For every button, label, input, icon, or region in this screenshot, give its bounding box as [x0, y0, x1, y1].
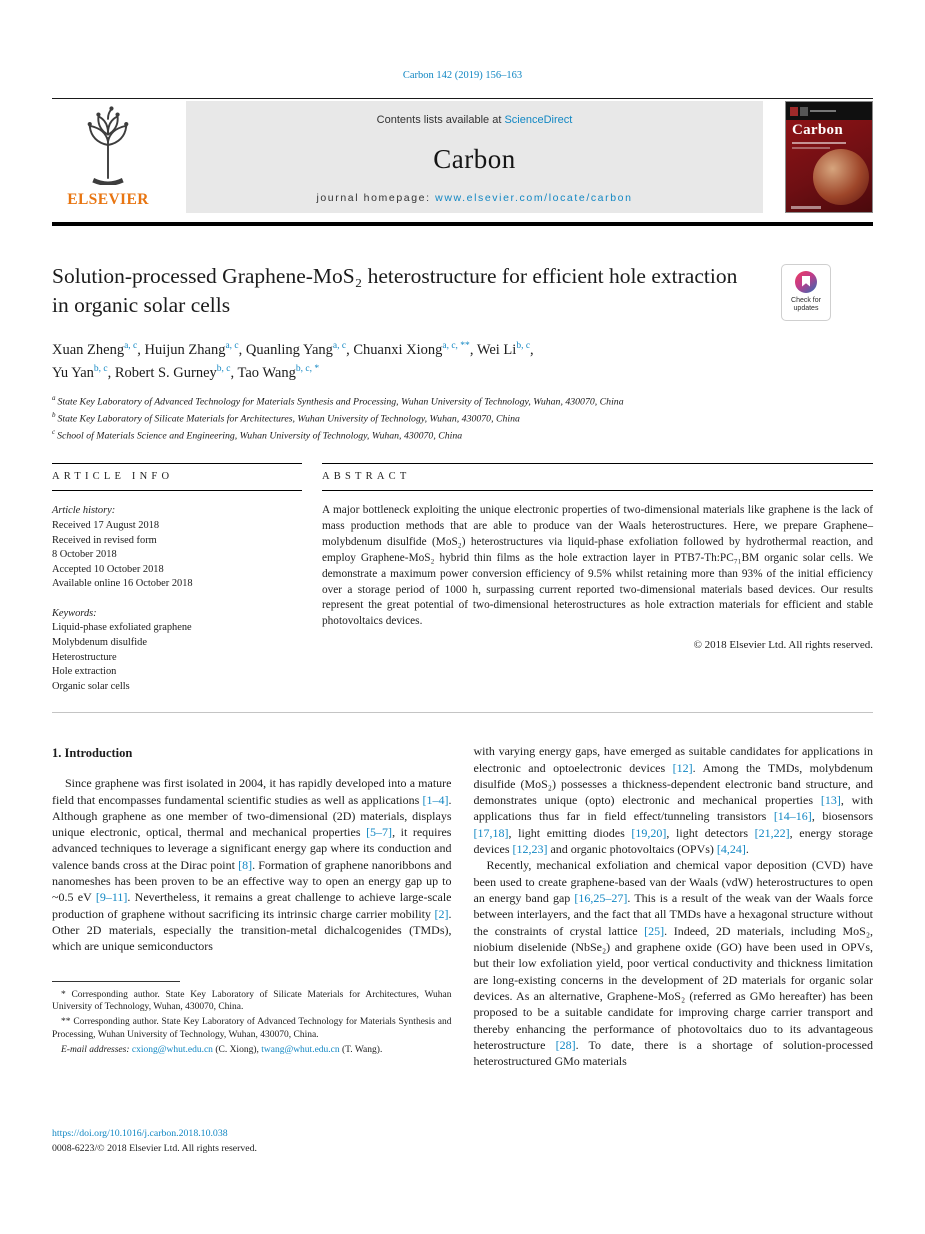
- citation-link[interactable]: [8]: [238, 857, 253, 872]
- author-separator: ,: [346, 341, 354, 358]
- author-affiliation-sup[interactable]: b, c: [216, 363, 231, 374]
- journal-name: Carbon: [433, 143, 516, 174]
- affiliation-text: State Key Laboratory of Advanced Technology for Materials Synthesis and Processing, Wuhan University of Technology, Wuhan, 430070, China: [57, 395, 624, 407]
- homepage-link[interactable]: www.elsevier.com/locate/carbon: [435, 192, 633, 204]
- author-affiliation-sup[interactable]: a, c, **: [442, 340, 470, 351]
- journal-reference: [52, 0, 873, 81]
- intro-paragraph: Since graphene was first isolated in 2004, it has rapidly developed into a mature field that encompasses fundamental scientific studies as well as applications [1–4]. Although graphene as one member of two-dimensional (2D) materials, displays unique electronic, optical, thermal and mechanical properties [5–7], it requires advanced techniques to leverage a significant energy gap where its conduction and valence bands cross at the Dirac point [8]. Formation of graphene nanoribbons and nanomeshes has been proven to be an effective way to open an energy gap up to ~0.5 eV [9–11]. Nevertheless, it remains a great challenge to achieve large-scale production of graphene without sacrificing its intrinsic charge carrier mobility [2]. Other 2D materials, especially the transition-metal dichalcogenides (TMDs), which are unique semiconductors: [52, 776, 452, 954]
- journal-header-banner: [52, 101, 873, 213]
- author-affiliation-sup[interactable]: a, c: [225, 340, 239, 351]
- citation-link[interactable]: [2]: [434, 906, 449, 921]
- abstract-heading: ABSTRACT: [322, 463, 873, 491]
- citation-link[interactable]: [5–7]: [366, 825, 393, 840]
- keywords-block: [52, 607, 302, 694]
- copyright-issn-line: 0008-6223/© 2018 Elsevier Ltd. All rights reserved.: [52, 1143, 257, 1154]
- affiliation-marker: a: [52, 393, 56, 402]
- body-column-right: [474, 743, 874, 1069]
- keyword: Heterostructure: [52, 651, 117, 663]
- sciencedirect-link[interactable]: ScienceDirect: [504, 114, 573, 126]
- author-name: Xuan Zheng: [52, 341, 125, 358]
- author-name: Huijun Zhang: [144, 341, 226, 358]
- cover-subtitle-bar: [792, 142, 846, 144]
- history-line: Received in revised form: [52, 534, 157, 546]
- email-link-1[interactable]: cxiong@whut.edu.cn: [131, 1045, 213, 1056]
- citation-link[interactable]: [14–16]: [773, 809, 812, 824]
- affiliation-marker: b: [52, 410, 56, 419]
- cover-masthead-band: [786, 102, 872, 120]
- affiliation-row: [52, 427, 873, 444]
- author-name: Quanling Yang: [245, 341, 333, 358]
- keyword: Organic solar cells: [52, 680, 130, 692]
- cover-journal-title: Carbon: [792, 122, 843, 138]
- author-name: Robert S. Gurney: [114, 364, 217, 381]
- history-line: Accepted 10 October 2018: [52, 563, 164, 575]
- author-separator: ,: [238, 341, 246, 358]
- affiliation-row: [52, 393, 873, 410]
- author-separator: ,: [230, 364, 238, 381]
- doi-link[interactable]: https://doi.org/10.1016/j.carbon.2018.10.038: [52, 1128, 228, 1139]
- email-line: E-mail addresses: cxiong@whut.edu.cn (C. Xiong), twang@whut.edu.cn (T. Wang).: [61, 1045, 383, 1056]
- cover-art: [786, 120, 872, 212]
- author-separator: ,: [107, 364, 115, 381]
- email-link-2[interactable]: twang@whut.edu.cn: [261, 1045, 340, 1056]
- body-column-left: [52, 743, 452, 1069]
- cover-photo: [813, 149, 869, 205]
- check-badge-label: Check for updates: [791, 296, 821, 312]
- elsevier-tree-icon: [73, 105, 143, 190]
- abstract-column: [322, 463, 873, 694]
- keyword: Hole extraction: [52, 666, 117, 678]
- journal-ref-link[interactable]: Carbon 142 (2019) 156–163: [402, 70, 523, 81]
- abstract-text: A major bottleneck exploiting the unique electronic properties of two-dimensional materials like graphene is the lack of mass production methods that are able to produce van der Waals heterostructures. Here, we prepare Graphene–molybdenum disulfide (MoS₂) heterostructures via liquid-phase exfoliation followed by hydrothermal reaction, and employ Graphene-MoS₂ hybrid thin films as the hole extraction layer in PTB7-Th:PC₇₁BM organic solar cells. We demonstrate a maximum power conversion efficiency of 9.5% whilst retaining more than 93% of the initial efficiency over a storage period of 1000 h, surpassing current reported two-dimensional materials based devices. Our results represent the great potential of two-dimensional heterostructures as hole extraction materials for efficient and stable photovoltaics devices.: [322, 504, 873, 628]
- affiliation-row: [52, 410, 873, 427]
- section-heading-introduction: 1. Introduction: [52, 746, 133, 761]
- info-abstract-block: [52, 463, 873, 713]
- author-affiliation-sup[interactable]: a, c: [332, 340, 347, 351]
- elsevier-logo: [52, 101, 164, 213]
- author-affiliation-sup[interactable]: b, c: [516, 340, 531, 351]
- keyword: Molybdenum disulfide: [52, 636, 147, 648]
- author-name: Tao Wang: [237, 364, 296, 381]
- affiliation-text: State Key Laboratory of Silicate Materials for Architectures, Wuhan University of Technology, Wuhan, 430070, China: [57, 412, 520, 424]
- citation-link[interactable]: [1–4]: [422, 792, 449, 807]
- author-affiliation-sup[interactable]: b, c: [93, 363, 108, 374]
- article-history: [52, 504, 302, 591]
- author-name: Wei Li: [476, 341, 517, 358]
- article-history-label: Article history:: [52, 505, 116, 517]
- doi-line: [52, 1128, 228, 1139]
- citation-link[interactable]: [21,22]: [754, 825, 790, 840]
- author-separator: ,: [137, 341, 145, 358]
- author-separator: ,: [469, 341, 477, 358]
- affiliations: [52, 393, 873, 444]
- citation-link[interactable]: [16,25–27]: [574, 891, 628, 906]
- citation-link[interactable]: [12]: [672, 760, 693, 775]
- crossmark-icon: [795, 271, 817, 293]
- citation-link[interactable]: [28]: [555, 1037, 576, 1052]
- keywords-label: Keywords:: [52, 607, 97, 619]
- citation-link[interactable]: [12,23]: [512, 842, 548, 857]
- author-name: Yu Yan: [52, 364, 94, 381]
- citation-link[interactable]: [9–11]: [95, 890, 128, 905]
- footnote-rule: [52, 981, 180, 982]
- author-separator: ,: [530, 341, 534, 358]
- citation-link[interactable]: [17,18]: [473, 825, 509, 840]
- author-list: [52, 339, 873, 385]
- article-info-column: [52, 463, 302, 694]
- footnote-corresponding-2: ** Corresponding author. State Key Laboratory of Advanced Technology for Materials Synthesis and Processing, Wuhan University of Technology, Wuhan, 430070, China.: [52, 1017, 452, 1040]
- affiliation-text: School of Materials Science and Engineering, Wuhan University of Technology, Wuhan, 430070, China: [57, 429, 463, 441]
- cover-footline: [791, 206, 821, 209]
- affiliation-marker: c: [52, 427, 56, 436]
- citation-link[interactable]: [19,20]: [631, 825, 667, 840]
- history-line: Received 17 August 2018: [52, 520, 160, 532]
- author-affiliation-sup[interactable]: a, c: [124, 340, 138, 351]
- footnotes: [52, 981, 452, 1057]
- elsevier-wordmark: ELSEVIER: [67, 191, 149, 208]
- abstract-copyright: © 2018 Elsevier Ltd. All rights reserved.: [693, 638, 873, 651]
- history-line: Available online 16 October 2018: [52, 578, 193, 590]
- citation-link[interactable]: [4,24]: [716, 842, 746, 857]
- journal-cover-thumbnail[interactable]: [785, 101, 873, 213]
- header-thick-rule: [52, 222, 873, 226]
- citation-link[interactable]: [25]: [644, 923, 665, 938]
- header-hairline: [52, 98, 873, 99]
- article-info-heading: ARTICLE INFO: [52, 463, 302, 491]
- keyword: Liquid-phase exfoliated graphene: [52, 622, 192, 634]
- footnote-corresponding-1: * Corresponding author. State Key Laboratory of Silicate Materials for Architectures, Wuhan University of Technology, Wuhan, 430070, China.: [52, 989, 452, 1013]
- homepage-line: journal homepage: www.elsevier.com/locate/carbon: [316, 192, 633, 204]
- body-columns: [52, 743, 873, 1069]
- article-title: Solution-processed Graphene-MoS₂ heterostructure for efficient hole extraction in organic solar cells: [52, 263, 738, 318]
- contents-line: Contents lists available at ScienceDirect: [376, 114, 573, 126]
- body-paragraph-right-1: with varying energy gaps, have emerged as suitable candidates for applications in electronic and optoelectronic devices [12]. Among the TMDs, molybdenum disulfide (MoS₂) possesses a thickness-dependent electronic band structure, and demonstrates unique (opto) electronic and mechanical properties [13], with applications thus far in field effect/tunneling transistors [14–16], biosensors [17,18], light emitting diodes [19,20], light detectors [21,22], energy storage devices [12,23] and organic photovoltaics (OPVs) [4,24].: [473, 744, 874, 857]
- check-for-updates-badge[interactable]: [781, 264, 831, 321]
- history-line: 8 October 2018: [52, 549, 117, 561]
- email-label: E-mail addresses:: [61, 1045, 130, 1056]
- author-name: Chuanxi Xiong: [353, 341, 443, 358]
- author-affiliation-sup[interactable]: b, c, *: [295, 363, 320, 374]
- citation-link[interactable]: [13]: [820, 793, 841, 808]
- cover-subtitle-bar-2: [792, 147, 830, 149]
- body-paragraph-right-2: Recently, mechanical exfoliation and chemical vapor deposition (CVD) have been used to create graphene-based van der Waals (vdW) heterostructures to open an energy band gap [16,25–27]. This is a result of the weak van der Waals force between interlayers, and the fact that all TMDs have a hexagonal structure without the constraints of crystal lattice [25]. Indeed, 2D materials, including MoS₂, niobium diselenide (NbSe₂) and graphene oxide (GO) have been used in OPVs, but their low exfoliation yield, poor vertical conductivity and thickness limitation are long-existing concerns in the development of 2D materials for organic solar devices. As an alternative, Graphene-MoS₂ (referred as GMo hereafter) has been proposed to be a suitable candidate for improving charge carrier transport and thereby enhancing the performance of photovoltaics duo to its advantageous heterostructure [28]. To date, there is a shortage of solution-processed heterostructured GMo materials: [473, 858, 874, 1069]
- banner-box: [186, 101, 763, 213]
